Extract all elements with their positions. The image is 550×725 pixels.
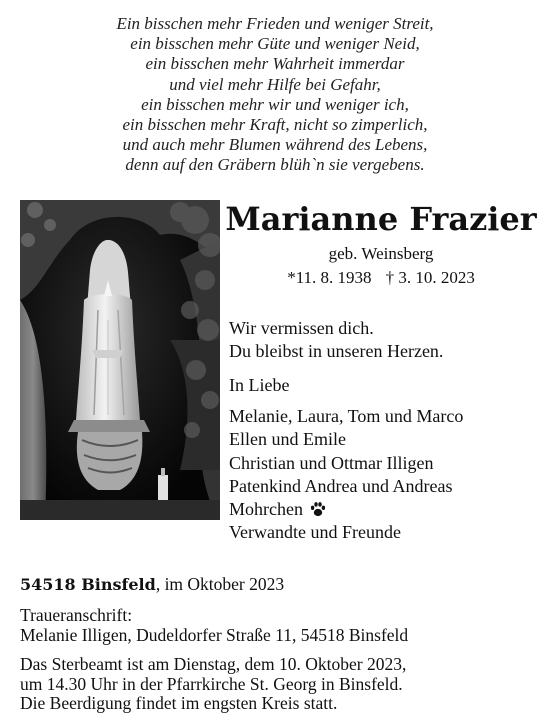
service-line: Die Beerdigung findet im engsten Kreis statt. (20, 693, 338, 713)
poem (0, 14, 550, 176)
death-date: † 3. 10. 2023 (385, 268, 475, 287)
mourner: Verwandte und Freunde (229, 522, 401, 543)
place-town: 54518 Binsfeld (20, 575, 156, 594)
mourner: Ellen und Emile (229, 429, 346, 450)
mourners-list (229, 405, 463, 545)
poem-line: ein bisschen mehr Wahrheit immerdar (145, 54, 405, 74)
poem-line: ein bisschen mehr Güte und weniger Neid, (130, 34, 420, 54)
mourner: Christian und Ottmar Illigen (229, 452, 434, 473)
madonna-statue-image (20, 200, 220, 520)
poem-line: ein bisschen mehr wir und weniger ich, (141, 94, 409, 114)
address-label: Traueranschrift: (20, 605, 133, 625)
place-date: , im Oktober 2023 (155, 574, 285, 594)
mourner: Melanie, Laura, Tom und Marco (229, 406, 464, 426)
poem-line: Ein bisschen mehr Frieden und weniger Streit, (116, 14, 434, 33)
place-and-date (20, 575, 284, 595)
address-value: Melanie Illigen, Dudeldorfer Straße 11, 54518 Binsfeld (20, 624, 409, 645)
in-love-heading: In Liebe (229, 375, 290, 395)
birth-date: *11. 8. 1938 (287, 268, 372, 287)
message-line: Wir vermissen dich. (229, 318, 374, 338)
message-line: Du bleibst in unseren Herzen. (229, 340, 444, 361)
life-dates (222, 268, 540, 288)
poem-line: und viel mehr Hilfe bei Gefahr, (169, 74, 381, 94)
service-line: um 14.30 Uhr in der Pfarrkirche St. Georg in Binsfeld. (20, 673, 403, 694)
birth-name: geb. Weinsberg (328, 244, 434, 263)
poem-line: ein bisschen mehr Kraft, nicht so zimperlich, (122, 115, 428, 135)
paw-print-icon (309, 500, 327, 524)
mourner: Mohrchen (229, 499, 303, 520)
mourner: Patenkind Andrea und Andreas (229, 475, 453, 496)
farewell-message (229, 317, 443, 362)
mourning-address (20, 606, 408, 645)
deceased-name: Marianne Frazier (225, 200, 537, 238)
madonna-grotto-photo (20, 200, 220, 520)
poem-line: denn auf den Gräbern blüh`n sie vergebens. (125, 155, 425, 175)
poem-line: und auch mehr Blumen während des Lebens, (122, 135, 428, 155)
mourner-with-icon (229, 498, 463, 521)
service-line: Das Sterbeamt ist am Dienstag, dem 10. Oktober 2023, (20, 654, 407, 674)
funeral-service-notice (20, 655, 406, 714)
